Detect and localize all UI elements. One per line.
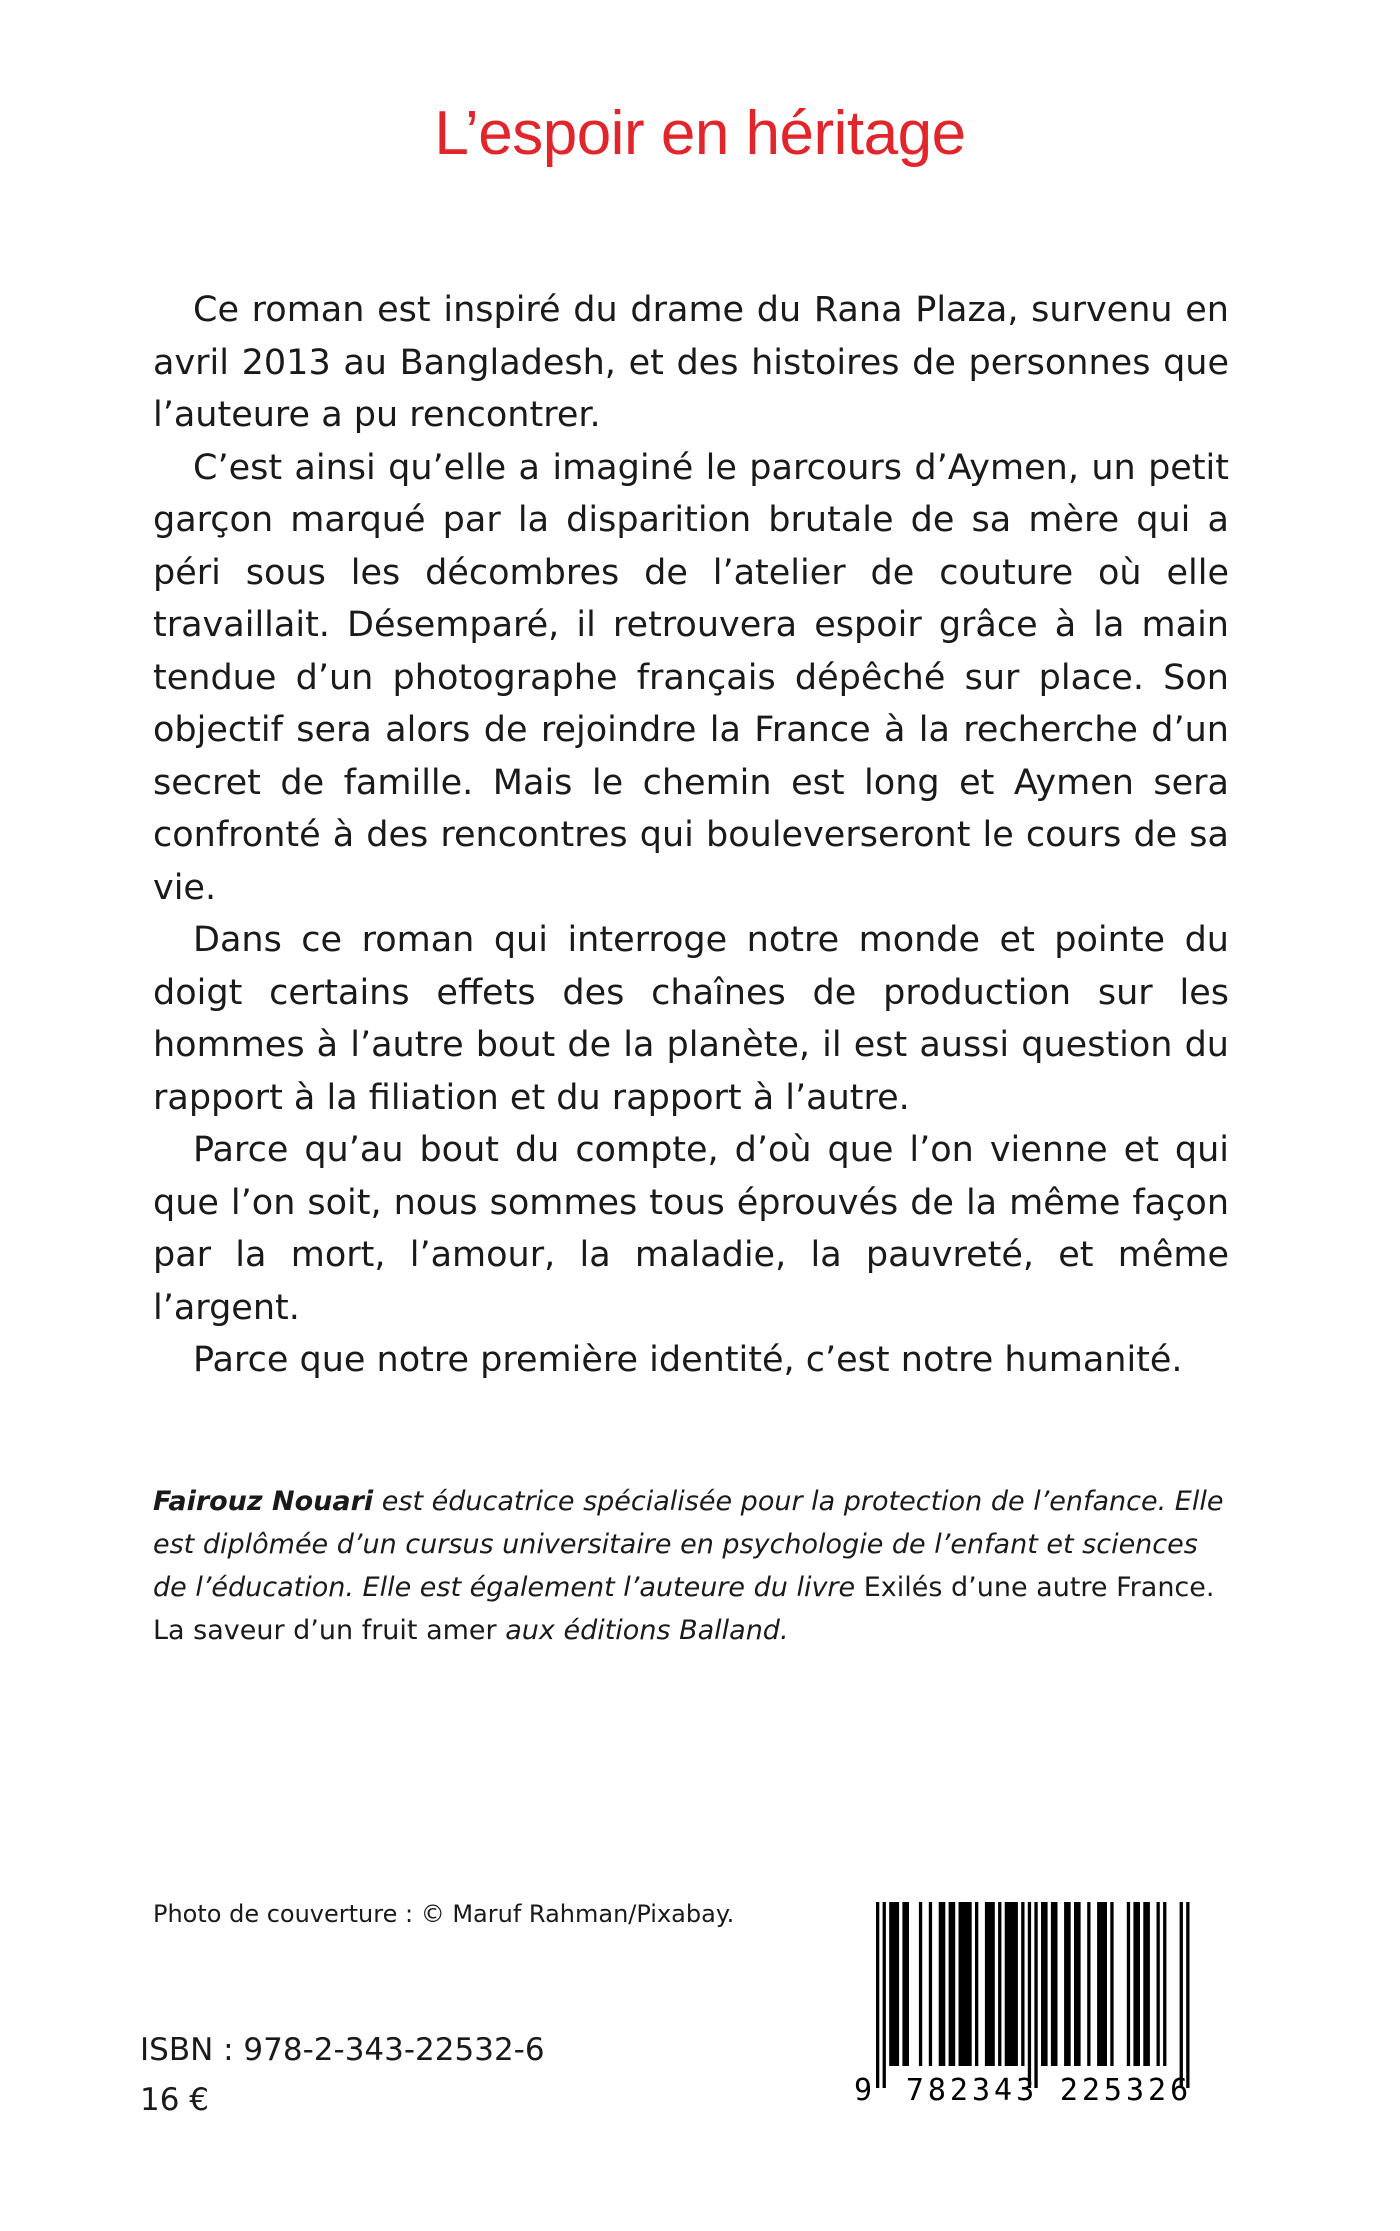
barcode-digits-right: 225326 <box>1059 2073 1193 2104</box>
barcode-bar <box>1051 1902 1058 2066</box>
barcode-bar <box>998 1902 1001 2066</box>
barcode-digit-first: 9 <box>854 2073 873 2104</box>
barcode-graphic <box>848 1898 1228 2104</box>
author-name: Fairouz Nouari <box>153 1486 374 1517</box>
barcode-bar <box>1064 1902 1071 2066</box>
barcode-bar <box>1097 1902 1107 2066</box>
barcode-bar <box>929 1902 932 2066</box>
synopsis-paragraph: Parce que notre première identité, c’est notre humanité. <box>193 1340 1183 1380</box>
barcode-guard-bar <box>1028 1902 1031 2088</box>
barcode-guard-bar <box>1180 1902 1183 2088</box>
author-bio <box>153 1480 1229 1652</box>
barcode-guard-bar <box>1034 1902 1037 2088</box>
synopsis-paragraph: Parce qu’au bout du compte, d’où que l’on vienne et qui que l’on soit, nous sommes tous éprouvés de la même façon par la mort, l’amour, la maladie, la pauvreté, et même l’argent. <box>153 1130 1229 1328</box>
barcode-guard-bar <box>883 1902 886 2088</box>
barcode-bar <box>902 1902 909 2066</box>
barcode-guard-bar <box>1186 1902 1189 2088</box>
barcode-bar <box>1021 1902 1024 2066</box>
synopsis-paragraph: Ce roman est inspiré du drame du Rana Plaza, survenu en avril 2013 au Bangladesh, et des histoires de personnes que l’auteure a pu rencontrer. <box>153 290 1229 435</box>
barcode-bar <box>939 1902 946 2066</box>
bio-text: est éducatrice spécialisée pour la protection de l’enfance. Elle est diplômée d’un cursus universitaire en psychologie de l’enfant et sciences de l’éducation. Elle est également l’auteure du livre <box>153 1486 1224 1603</box>
barcode-bar <box>1127 1902 1130 2066</box>
barcode-bar <box>1133 1902 1140 2066</box>
bio-text-end: aux éditions Balland. <box>496 1615 789 1646</box>
barcode-bar <box>1005 1902 1018 2066</box>
synopsis-paragraph: Dans ce roman qui interroge notre monde et pointe du doigt certains effets des chaînes de production sur les hommes à l’autre bout de la planète, il est aussi question du rapport à la filiation et du rapport à l’autre. <box>153 920 1229 1118</box>
barcode-bar <box>1074 1902 1081 2066</box>
photo-credit: Photo de couverture : © Maruf Rahman/Pixabay. <box>153 1900 735 1928</box>
price-label: 16 € <box>140 2082 210 2118</box>
barcode-bar <box>1041 1902 1048 2066</box>
barcode-guard-bar <box>876 1902 879 2088</box>
synopsis <box>153 284 1229 1387</box>
barcode-bar <box>975 1902 978 2066</box>
barcode-digits-left: 782343 <box>905 2073 1039 2104</box>
synopsis-paragraph: C’est ainsi qu’elle a imaginé le parcours d’Aymen, un petit garçon marqué par la disparition brutale de sa mère qui a péri sous les décombres de l’atelier de couture où elle travaillait. Désemparé, il retrouvera espoir grâce à la main tendue d’un photographe français dépêché sur place. Son objectif sera alors de rejoindre la France à la recherche d’un secret de famille. Mais le chemin est long et Aymen sera confronté à des rencontres qui bouleverseront le cours de sa vie. <box>153 447 1229 908</box>
barcode-bar <box>959 1902 972 2066</box>
book-title: L’espoir en héritage <box>434 99 966 168</box>
barcode-bar <box>1087 1902 1090 2066</box>
isbn-label: ISBN : 978-2-343-22532-6 <box>140 2032 545 2068</box>
barcode-bar <box>919 1902 922 2066</box>
barcode-bar <box>1157 1902 1160 2066</box>
barcode <box>848 1898 1228 2104</box>
barcode-bar <box>889 1902 899 2066</box>
barcode-bar <box>949 1902 956 2066</box>
barcode-bar <box>985 1902 995 2066</box>
barcode-bar <box>1163 1902 1166 2066</box>
previous-book-title: Exilés d’une autre France. La saveur d’un fruit amer <box>153 1572 1215 1646</box>
barcode-bar <box>1110 1902 1113 2066</box>
barcode-bar <box>1143 1902 1150 2066</box>
